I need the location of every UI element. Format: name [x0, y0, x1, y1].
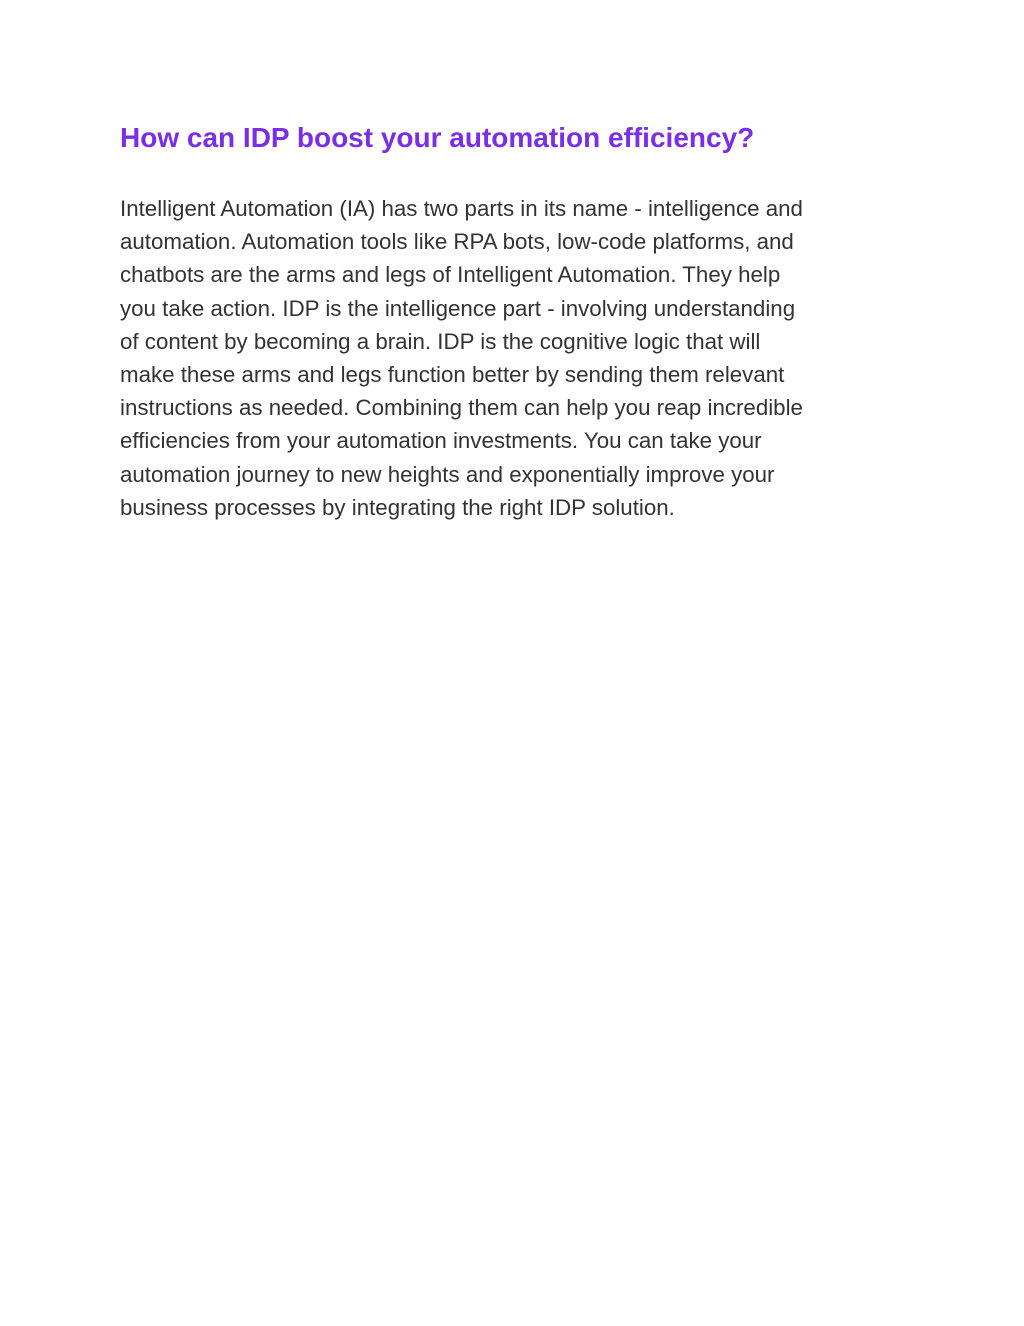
section-heading: How can IDP boost your automation efficiency?: [120, 122, 755, 153]
paragraph-line: automation. Automation tools like RPA bots, low-code platforms, and: [120, 229, 794, 255]
paragraph-line: you take action. IDP is the intelligence part - involving understanding: [120, 295, 796, 321]
paragraph-line: business processes by integrating the right IDP solution.: [120, 494, 675, 520]
paragraph-line: Intelligent Automation (IA) has two parts in its name - intelligence and: [120, 196, 803, 221]
paragraph-line: make these arms and legs function better by sending them relevant: [120, 362, 785, 388]
paragraph-line: instructions as needed. Combining them can help you reap incredible: [120, 395, 803, 421]
paragraph-line: chatbots are the arms and legs of Intelligent Automation. They help: [120, 262, 781, 288]
body-paragraph: [120, 192, 910, 524]
paragraph-line: of content by becoming a brain. IDP is the cognitive logic that will: [120, 328, 761, 354]
paragraph-line: efficiencies from your automation investments. You can take your: [120, 428, 762, 454]
paragraph-line: automation journey to new heights and exponentially improve your: [120, 461, 775, 487]
